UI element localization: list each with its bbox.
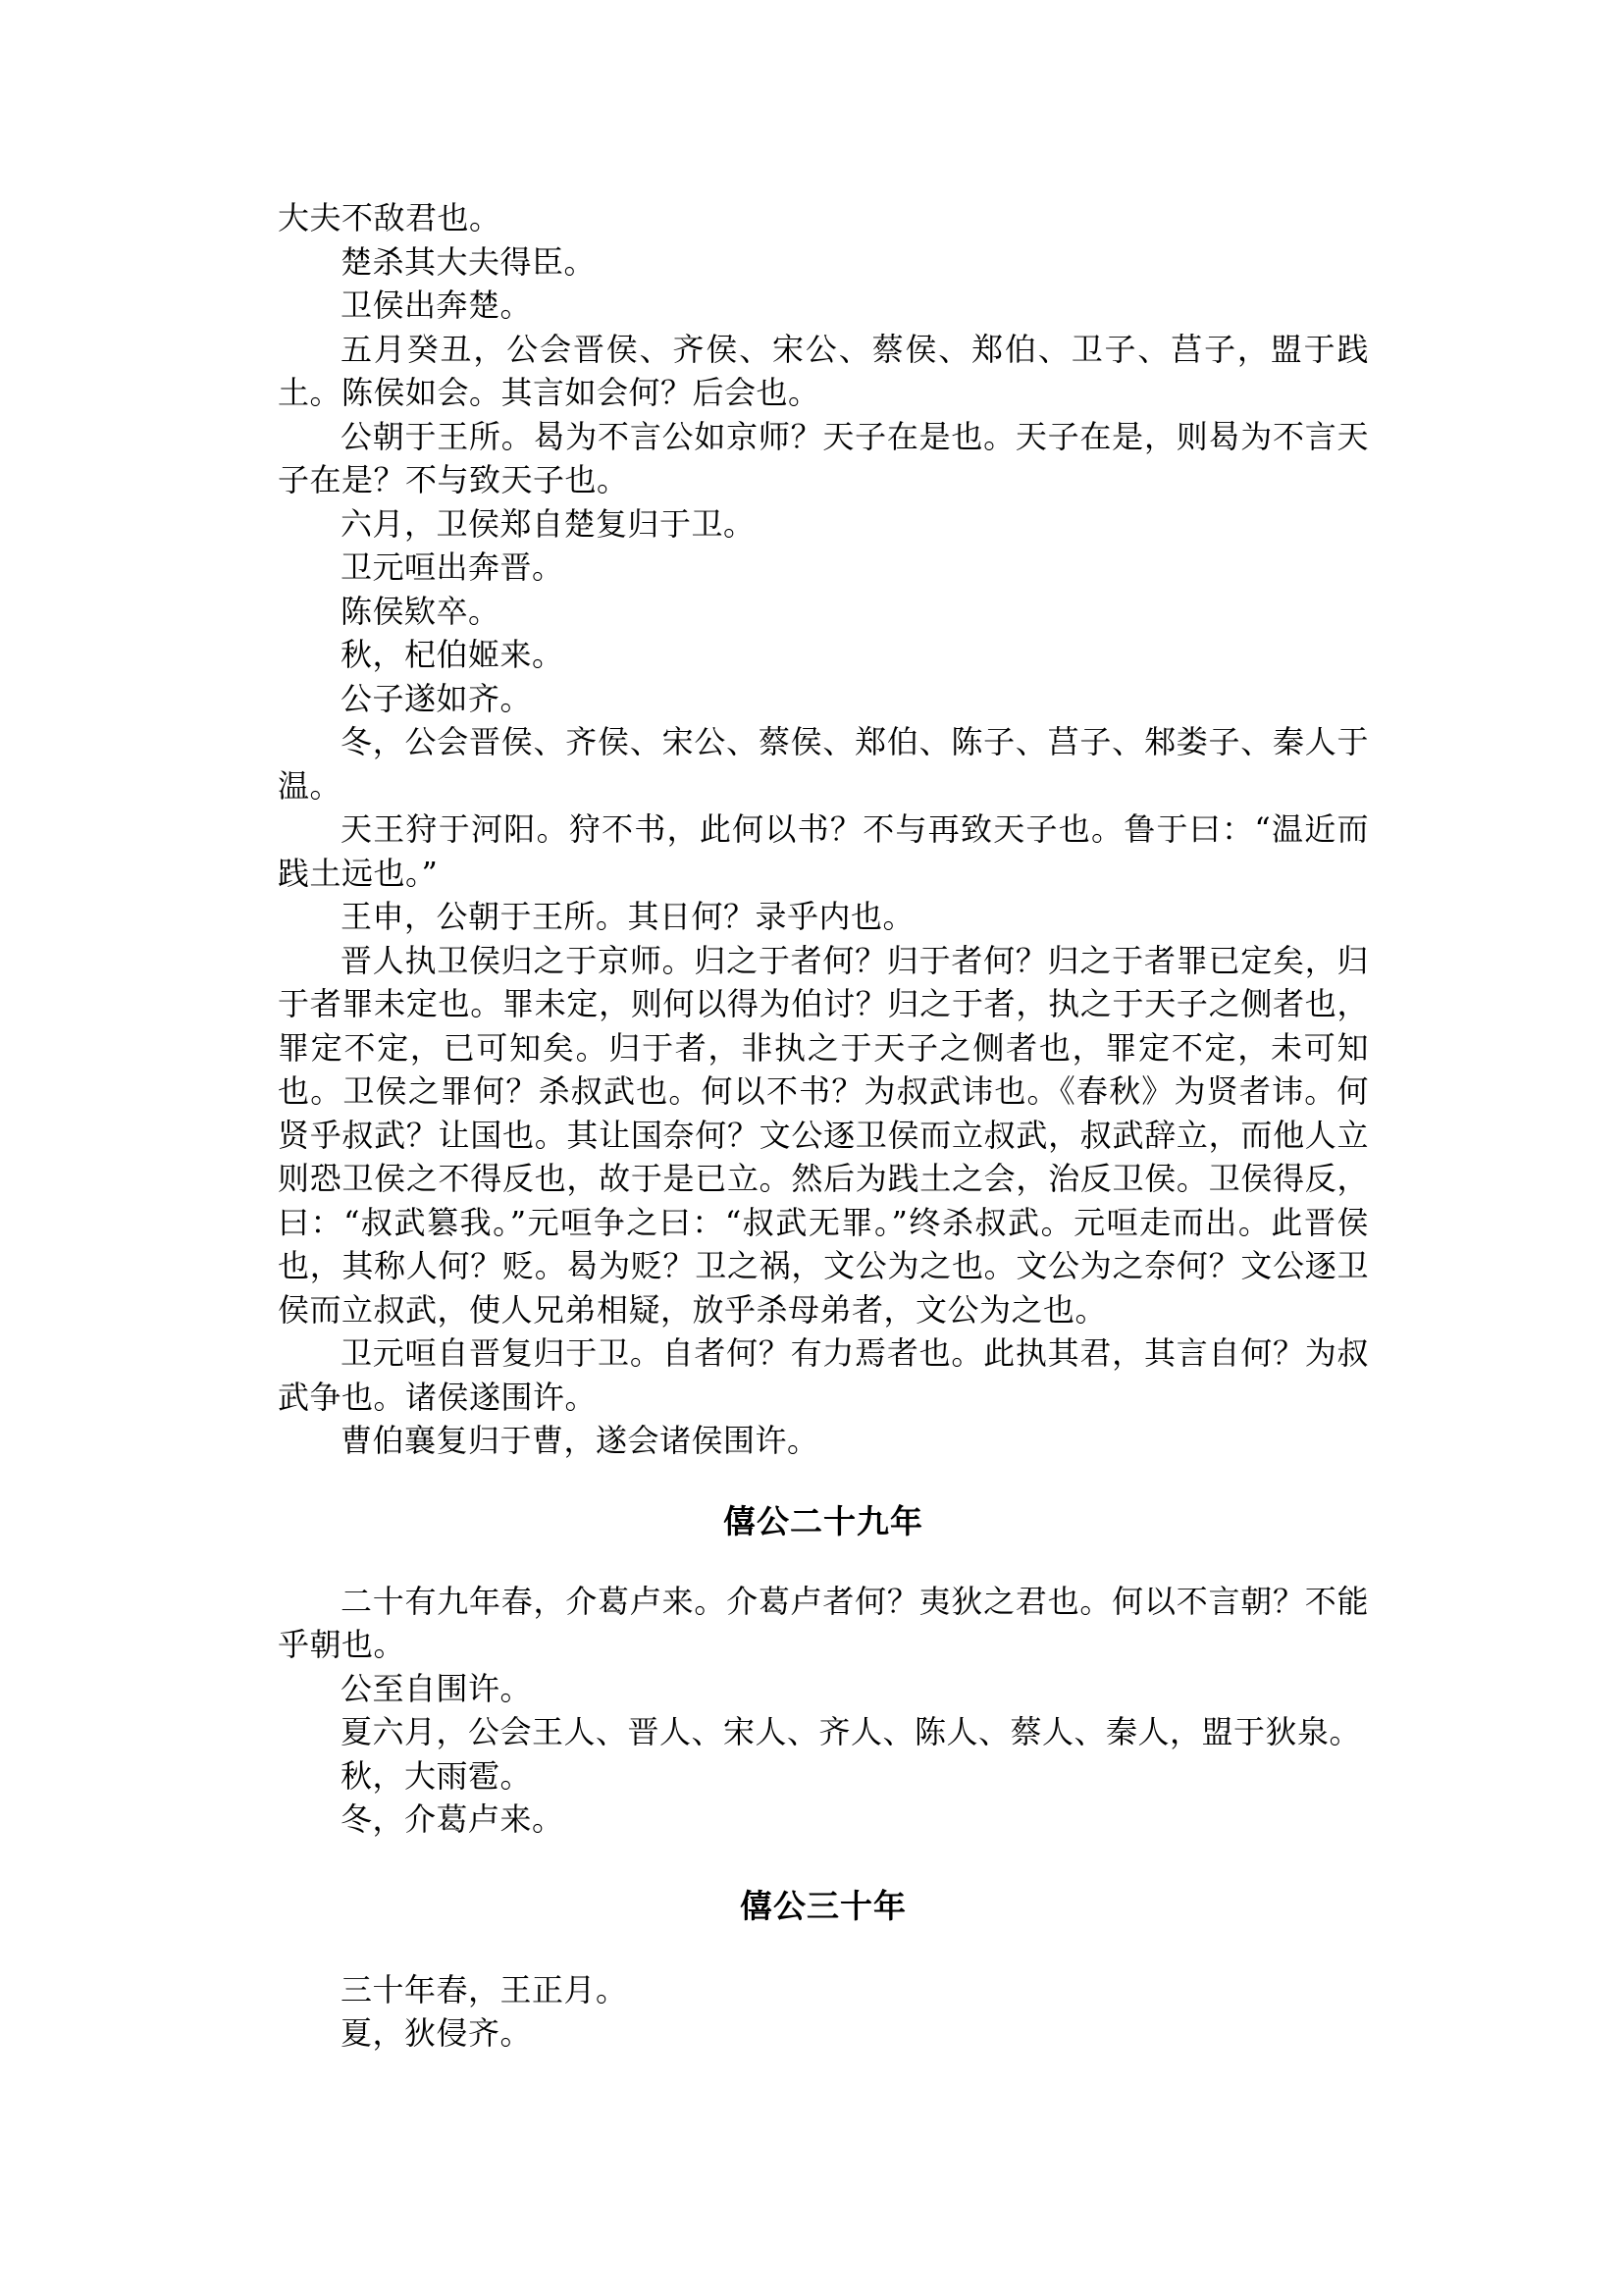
section-heading: 僖公三十年 <box>740 1886 907 1925</box>
paragraph: 卫元咺出奔晋。 <box>341 548 564 586</box>
paragraph: 夏六月，公会王人、晋人、宋人、齐人、陈人、蔡人、秦人，盟于狄泉。 <box>341 1713 1362 1750</box>
paragraph: 陈侯欵卒。 <box>341 592 500 630</box>
paragraph: 秋，大雨雹。 <box>341 1756 533 1795</box>
paragraph: 夏，狄侵齐。 <box>341 2014 533 2052</box>
paragraph: 冬，公会晋侯、齐侯、宋公、蔡侯、郑伯、陈子、莒子、邾娄子、秦人于温。 <box>278 723 1369 805</box>
paragraph: 卫侯出奔楚。 <box>341 287 533 324</box>
paragraph: 王申，公朝于王所。其日何？录乎内也。 <box>341 898 916 935</box>
paragraph: 二十有九年春，介葛卢来。介葛卢者何？夷狄之君也。何以不言朝？不能乎朝也。 <box>278 1582 1369 1663</box>
paragraph: 六月，卫侯郑自楚复归于卫。 <box>341 504 756 543</box>
paragraph: 曹伯襄复归于曹，遂会诸侯围许。 <box>341 1422 819 1459</box>
paragraph: 公至自围许。 <box>341 1669 533 1707</box>
paragraph: 大夫不敌君也。 <box>278 199 501 236</box>
paragraph: 天王狩于河阳。狩不书，此何以书？不与再致天子也。鲁于曰：“温近而践土远也。” <box>278 810 1369 892</box>
paragraph: 公朝于王所。曷为不言公如京师？天子在是也。天子在是，则曷为不言天子在是？不与致天子也。 <box>278 417 1369 498</box>
paragraph: 楚杀其大夫得臣。 <box>341 242 597 281</box>
paragraph: 晋人执卫侯归之于京师。归之于者何？归于者何？归之于者罪已定矣，归于者罪未定也。罪未定，则何以得为伯讨？归之于者，执之于天子之侧者也，罪定不定，已可知矣。归于者，非执之于天子之侧者也，罪定不定，未可知也。卫侯之罪何？杀叔武也。何以不书？为叔武讳也。《春秋》为贤者讳。何贤乎叔武？让国也。其让国奈何？文公逐卫侯而立叔武，叔武辞立，而他人立则恐卫侯之不得反也，故于是已立。然后为践土之会，治反卫侯。卫侯得反，曰：“叔武篡我。”元咺争之曰：“叔武无罪。”终杀叔武。元咺走而出。此晋侯也，其称人何？贬。曷为贬？卫之祸，文公为之也。文公为之奈何？文公逐卫侯而立叔武，使人兄弟相疑，放乎杀母弟者，文公为之也。 <box>278 941 1369 1329</box>
section-heading: 僖公二十九年 <box>723 1501 923 1540</box>
paragraph: 公子遂如齐。 <box>341 679 533 717</box>
document-page <box>278 196 1369 2056</box>
paragraph: 冬，介葛卢来。 <box>341 1800 564 1838</box>
paragraph: 五月癸丑，公会晋侯、齐侯、宋公、蔡侯、郑伯、卫子、莒子，盟于践土。陈侯如会。其言如会何？后会也。 <box>278 330 1369 411</box>
paragraph: 秋，杞伯姬来。 <box>341 636 564 673</box>
paragraph: 三十年春，王正月。 <box>341 1970 628 2008</box>
paragraph: 卫元咺自晋复归于卫。自者何？有力焉者也。此执其君，其言自何？为叔武争也。诸侯遂围许。 <box>278 1334 1369 1416</box>
